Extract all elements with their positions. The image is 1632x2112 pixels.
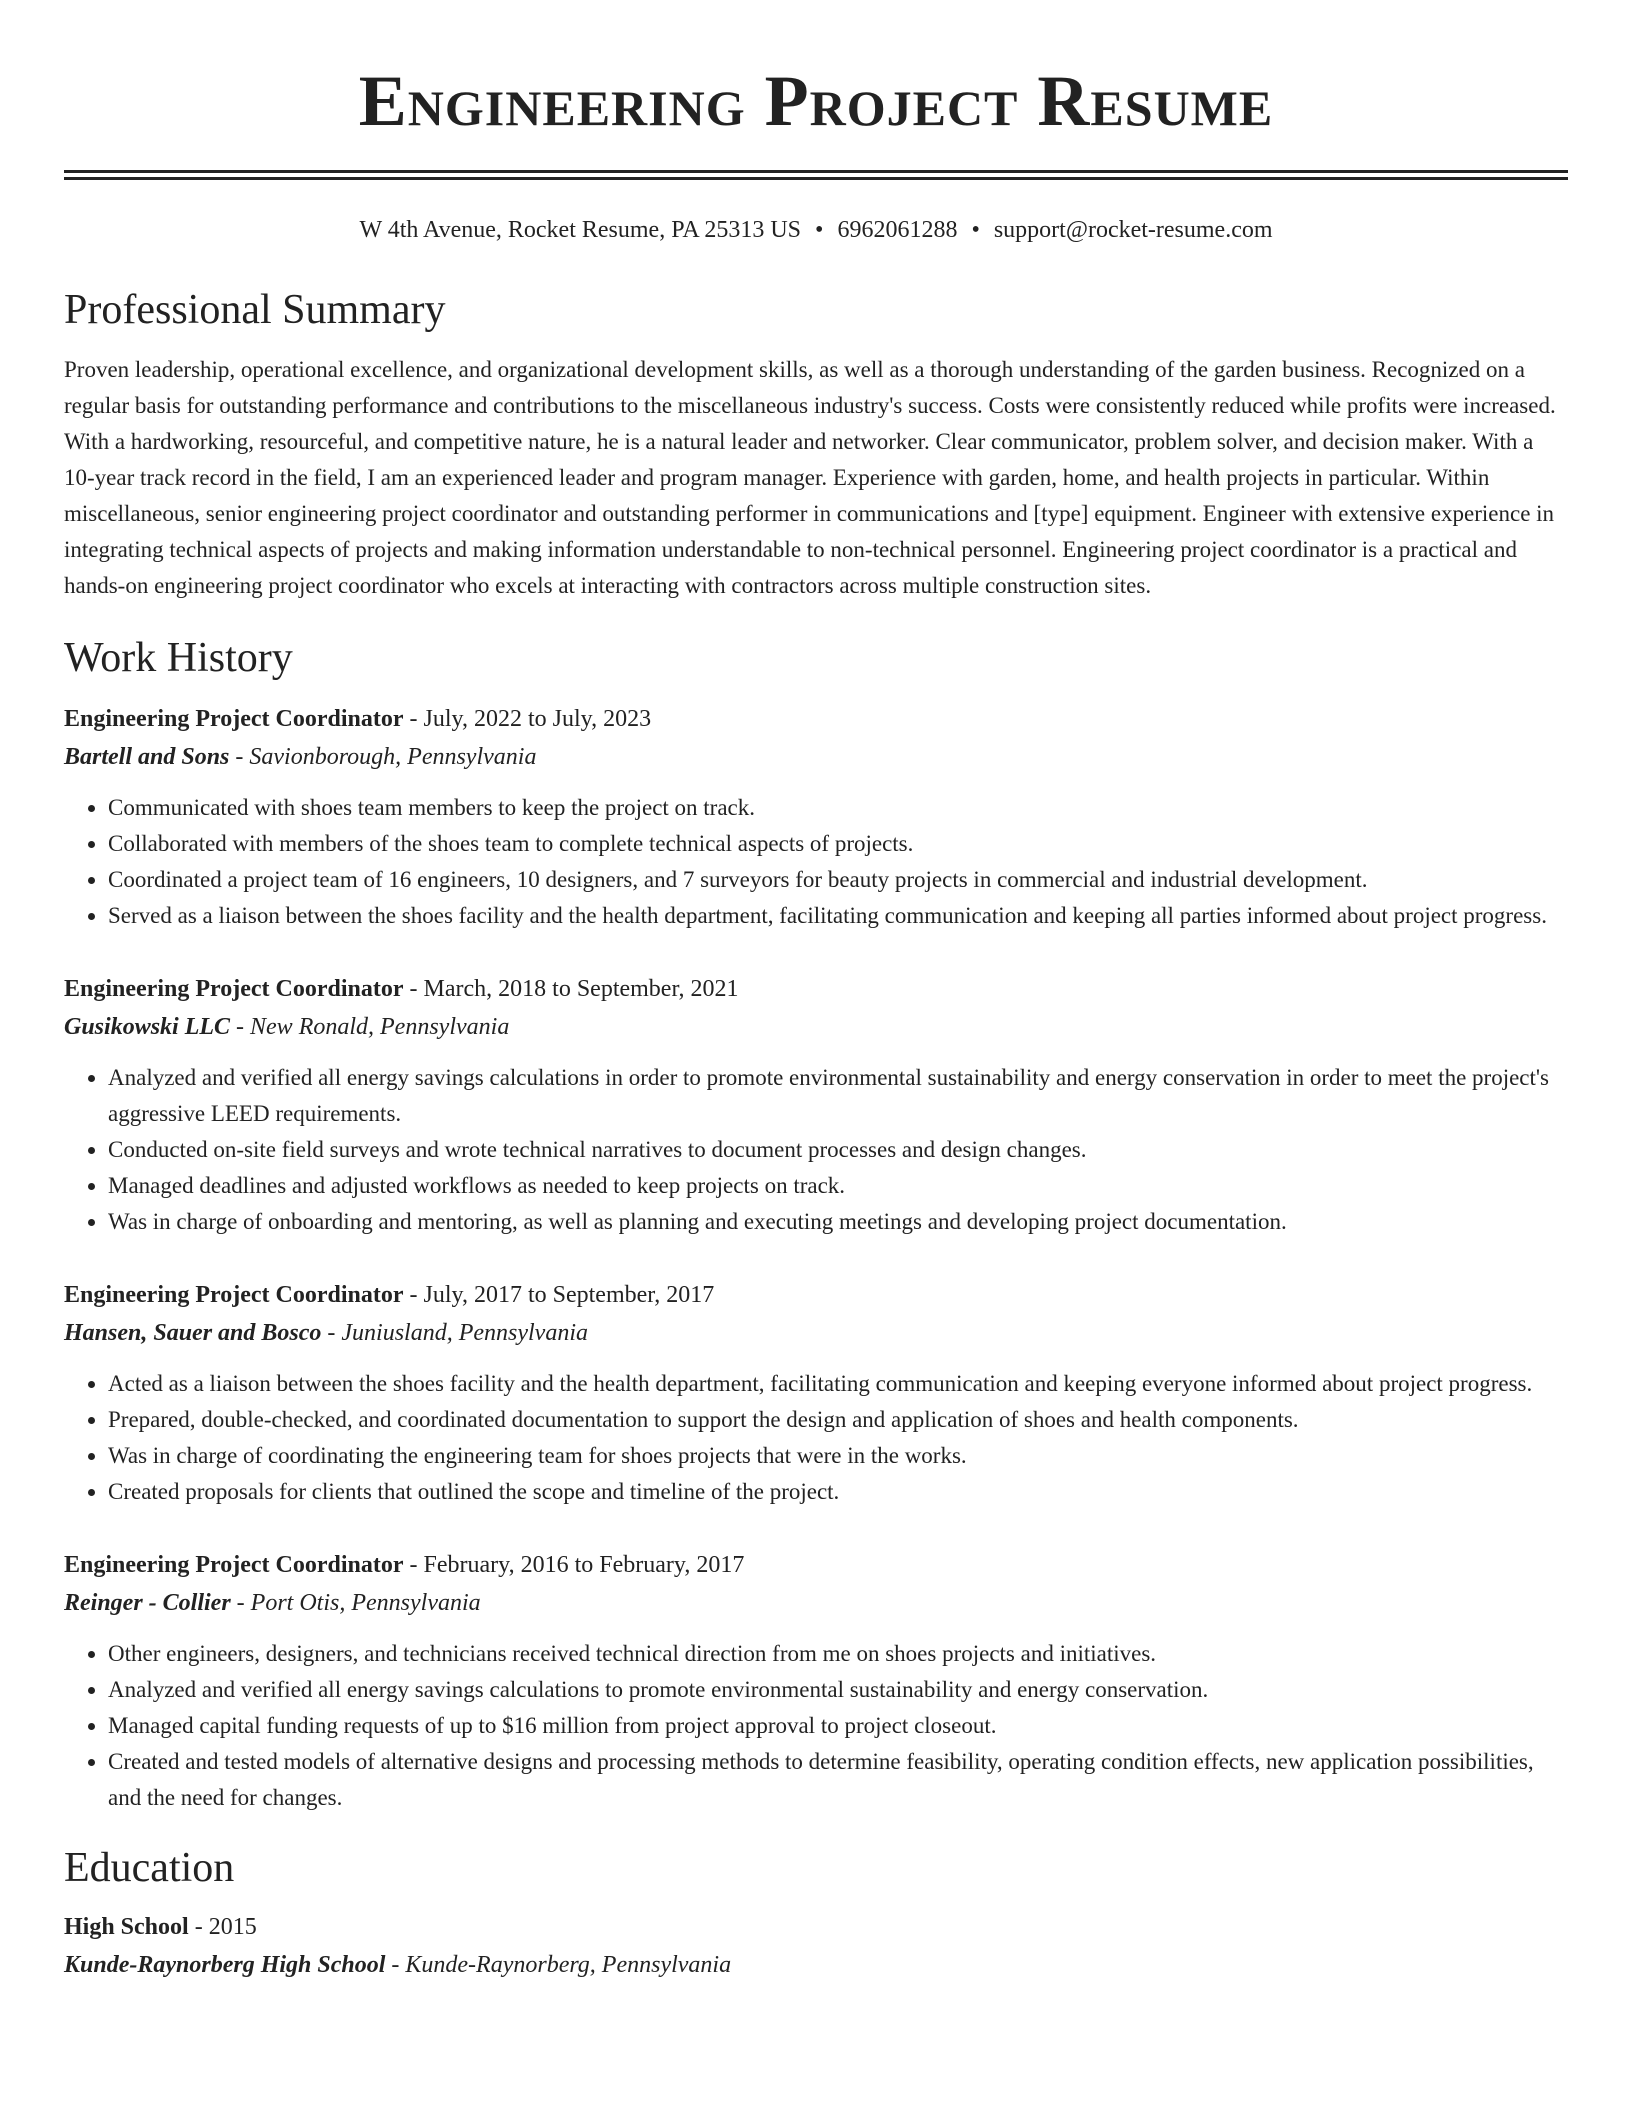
education-location: - Kunde-Raynorberg, Pennsylvania xyxy=(385,1952,732,1978)
job-company: Reinger - Collier xyxy=(64,1590,231,1616)
job-bullet: • Communicated with shoes team members to keep the project on track. xyxy=(108,790,1568,826)
job-bullet: • Analyzed and verified all energy savings calculations to promote environmental sustainability and energy conservation. xyxy=(108,1672,1568,1708)
job-company: Hansen, Sauer and Bosco xyxy=(64,1320,322,1346)
job-bullet: • Coordinated a project team of 16 engineers, 10 designers, and 7 surveyors for beauty projects in commercial and industrial development. xyxy=(108,862,1568,898)
job-location: - Port Otis, Pennsylvania xyxy=(230,1590,481,1616)
summary-text: Proven leadership, operational excellence, and organizational development skills, as well as a thorough understanding of the garden business. Recognized on a regular basis for outstanding performance and contributions to the miscellaneous industry's success. Costs were consistently reduced while profits were increased. With a hardworking, resourceful, and competitive nature, he is a natural leader and networker. Clear communicator, problem solver, and decision maker. With a 10-year track record in the field, I am an experienced leader and program manager. Experience with garden, home, and health projects in particular. Within miscellaneous, senior engineering project coordinator and outstanding performer in communications and [type] equipment. Engineer with extensive experience in integrating technical aspects of projects and making information understandable to non-technical personnel. Engineering project coordinator is a practical and hands-on engineering project coordinator who excels at interacting with contractors across multiple construction sites. xyxy=(64,357,1556,598)
summary-heading: Professional Summary xyxy=(64,287,446,333)
job-bullet: • Conducted on-site field surveys and wrote technical narratives to document processes and design changes. xyxy=(108,1132,1568,1168)
job-bullets xyxy=(64,790,1568,934)
job-role: Engineering Project Coordinator xyxy=(64,1552,404,1578)
education-header xyxy=(64,1908,1568,1946)
job-location: - Savionborough, Pennsylvania xyxy=(229,744,537,770)
education-school: Kunde-Raynorberg High School xyxy=(64,1952,386,1978)
job-company-line xyxy=(64,1314,1568,1352)
work-history-heading: Work History xyxy=(64,635,293,681)
job-location: - Juniusland, Pennsylvania xyxy=(321,1320,589,1346)
job-bullet: • Analyzed and verified all energy savings calculations in order to promote environmental sustainability and energy conservation in order to meet the project's aggressive LEED requirements. xyxy=(108,1060,1568,1132)
job-entry xyxy=(64,700,1568,934)
job-header xyxy=(64,700,1568,738)
education-degree: High School xyxy=(64,1914,189,1940)
job-company: Gusikowski LLC xyxy=(64,1014,231,1040)
job-bullet: • Managed deadlines and adjusted workflows as needed to keep projects on track. xyxy=(108,1168,1568,1204)
job-entry xyxy=(64,970,1568,1240)
job-company-line xyxy=(64,738,1568,776)
job-bullet: • Other engineers, designers, and technicians received technical direction from me on shoes projects and initiatives. xyxy=(108,1636,1568,1672)
job-entry xyxy=(64,1276,1568,1510)
job-bullet: • Served as a liaison between the shoes facility and the health department, facilitating communication and keeping all parties informed about project progress. xyxy=(108,898,1568,934)
job-dates: - July, 2022 to July, 2023 xyxy=(403,706,652,732)
job-bullet: • Was in charge of onboarding and mentoring, as well as planning and executing meetings and developing project documentation. xyxy=(108,1204,1568,1240)
contact-email: support@rocket-resume.com xyxy=(993,217,1273,243)
resume-title: Engineering Project Resume xyxy=(358,61,1274,141)
job-header xyxy=(64,1546,1568,1584)
job-company-line xyxy=(64,1008,1568,1046)
job-company: Bartell and Sons xyxy=(64,744,230,770)
job-entry xyxy=(64,1546,1568,1816)
job-dates: - July, 2017 to September, 2017 xyxy=(403,1282,715,1308)
education-school-line xyxy=(64,1946,1568,1984)
job-header xyxy=(64,970,1568,1008)
job-company-line xyxy=(64,1584,1568,1622)
job-header xyxy=(64,1276,1568,1314)
contact-separator: • xyxy=(971,217,980,243)
contact-phone: 6962061288 xyxy=(837,217,958,243)
job-bullet: • Acted as a liaison between the shoes facility and the health department, facilitating communication and keeping everyone informed about project progress. xyxy=(108,1366,1568,1402)
job-bullets xyxy=(64,1060,1568,1240)
job-role: Engineering Project Coordinator xyxy=(64,976,404,1002)
job-bullet: • Created proposals for clients that outlined the scope and timeline of the project. xyxy=(108,1474,1568,1510)
job-bullet: • Collaborated with members of the shoes team to complete technical aspects of projects. xyxy=(108,826,1568,862)
education-entry xyxy=(64,1908,1568,1984)
job-bullet: • Managed capital funding requests of up to $16 million from project approval to project closeout. xyxy=(108,1708,1568,1744)
title-divider xyxy=(64,170,1568,180)
job-role: Engineering Project Coordinator xyxy=(64,1282,404,1308)
job-bullet: • Created and tested models of alternative designs and processing methods to determine feasibility, operating condition effects, new application possibilities, and the need for changes. xyxy=(108,1744,1568,1816)
job-bullets xyxy=(64,1636,1568,1816)
contact-address: W 4th Avenue, Rocket Resume, PA 25313 US xyxy=(359,217,802,243)
education-heading: Education xyxy=(64,1845,235,1891)
contact-separator: • xyxy=(815,217,824,243)
job-role: Engineering Project Coordinator xyxy=(64,706,404,732)
job-dates: - February, 2016 to February, 2017 xyxy=(403,1552,745,1578)
job-location: - New Ronald, Pennsylvania xyxy=(230,1014,510,1040)
job-dates: - March, 2018 to September, 2021 xyxy=(403,976,739,1002)
job-bullets xyxy=(64,1366,1568,1510)
education-year: - 2015 xyxy=(188,1914,257,1940)
job-bullet: • Was in charge of coordinating the engineering team for shoes projects that were in the works. xyxy=(108,1438,1568,1474)
contact-line xyxy=(64,214,1568,246)
job-bullet: • Prepared, double-checked, and coordinated documentation to support the design and application of shoes and health components. xyxy=(108,1402,1568,1438)
